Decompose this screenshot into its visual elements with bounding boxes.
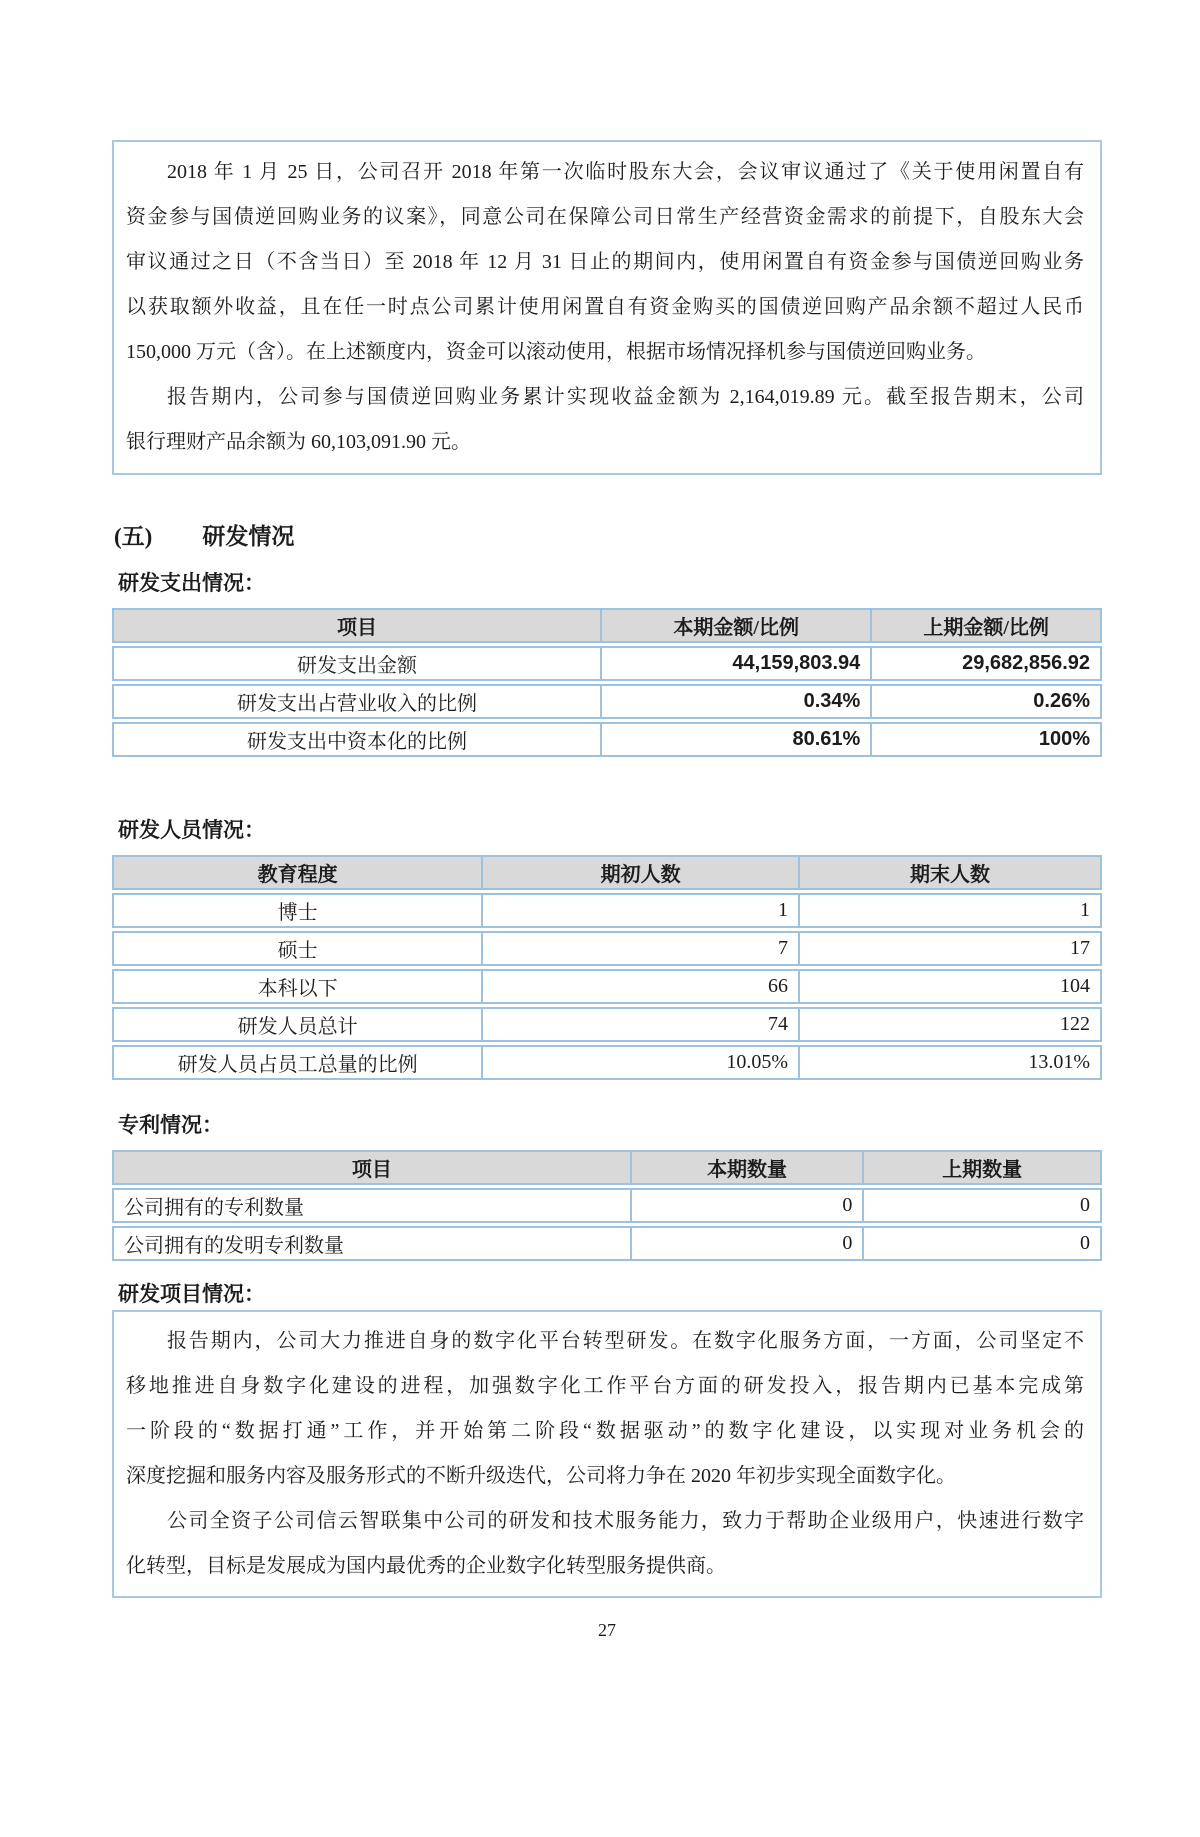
beginning-count-cell: 10.05% [483,1045,800,1080]
report-page-content [112,140,1102,1642]
table-header-row [112,855,1102,890]
treasury-repo-text-box [112,140,1102,475]
row-label-cell: 公司拥有的专利数量 [112,1188,632,1223]
row-label-cell: 研发支出金额 [112,646,602,681]
header-ending-count: 期末人数 [800,855,1102,890]
row-label-cell: 研发人员总计 [112,1007,483,1042]
row-label-cell: 公司拥有的发明专利数量 [112,1226,632,1261]
ending-count-cell: 1 [800,893,1102,928]
table-row [112,893,1102,928]
prior-count-cell: 0 [864,1188,1102,1223]
table-row [112,931,1102,966]
table-header-row [112,608,1102,643]
table-row [112,969,1102,1004]
row-label-cell: 博士 [112,893,483,928]
page-number: 27 [598,1620,616,1640]
header-beginning-count: 期初人数 [483,855,800,890]
text-line: 公司全资子公司信云智联集中公司的研发和技术服务能力，致力于帮助企业级用户，快速进行数字 [167,1510,1084,1532]
ending-count-cell: 122 [800,1007,1102,1042]
subheading-rnd-personnel: 研发人员情况： [118,818,265,842]
prior-period-cell: 0.26% [872,684,1102,719]
ending-count-cell: 104 [800,969,1102,1004]
current-count-cell: 0 [632,1188,865,1223]
text-line: 以获取额外收益，且在任一时点公司累计使用闲置自有资金购买的国债逆回购产品余额不超过人民币 [126,296,1084,318]
row-label-cell: 硕士 [112,931,483,966]
text-line: 报告期内，公司大力推进自身的数字化平台转型研发。在数字化服务方面，一方面，公司坚定不 [167,1330,1084,1352]
text-line: 报告期内，公司参与国债逆回购业务累计实现收益金额为 2,164,019.89 元。截至报告期末，公司 [167,386,1084,408]
text-line: 资金参与国债逆回购业务的议案》，同意公司在保障公司日常生产经营资金需求的前提下，自股东大会 [126,206,1084,228]
header-education: 教育程度 [112,855,483,890]
subheading-rnd-expense: 研发支出情况： [118,571,265,595]
text-line: 一阶段的“数据打通”工作，并开始第二阶段“数据驱动”的数字化建设，以实现对业务机会的 [126,1420,1084,1442]
table-row [112,1188,1102,1223]
beginning-count-cell: 74 [483,1007,800,1042]
text-line: 审议通过之日（不含当日）至 2018 年 12 月 31 日止的期间内，使用闲置自有资金参与国债逆回购业务 [126,251,1084,273]
text-line: 移地推进自身数字化建设的进程，加强数字化工作平台方面的研发投入，报告期内已基本完成第 [126,1375,1084,1397]
ending-count-cell: 17 [800,931,1102,966]
section-title: 研发情况 [202,524,295,549]
section-number: (五) [114,524,153,549]
text-line: 150,000 万元（含）。在上述额度内，资金可以滚动使用，根据市场情况择机参与国债逆回购业务。 [126,341,986,363]
prior-period-cell: 29,682,856.92 [872,646,1102,681]
row-label-cell: 研发支出中资本化的比例 [112,722,602,757]
table-row [112,1007,1102,1042]
beginning-count-cell: 66 [483,969,800,1004]
prior-count-cell: 0 [864,1226,1102,1261]
subheading-patents: 专利情况： [118,1113,223,1137]
current-period-cell: 44,159,803.94 [602,646,872,681]
text-line: 化转型，目标是发展成为国内最优秀的企业数字化转型服务提供商。 [126,1555,726,1577]
rnd-personnel-table [112,852,1102,1083]
beginning-count-cell: 1 [483,893,800,928]
table-header-row [112,1150,1102,1185]
row-label-cell: 研发支出占营业收入的比例 [112,684,602,719]
ending-count-cell: 13.01% [800,1045,1102,1080]
table-row [112,1226,1102,1261]
header-prior-count: 上期数量 [864,1150,1102,1185]
header-current-count: 本期数量 [632,1150,865,1185]
row-label-cell: 本科以下 [112,969,483,1004]
table-row [112,1045,1102,1080]
rnd-projects-text-box [112,1310,1102,1598]
subheading-rnd-projects: 研发项目情况： [118,1282,265,1306]
header-item: 项目 [112,608,602,643]
patents-table [112,1147,1102,1264]
text-line: 深度挖掘和服务内容及服务形式的不断升级迭代，公司将力争在 2020 年初步实现全面数字化。 [126,1465,956,1487]
header-item: 项目 [112,1150,632,1185]
table-row [112,646,1102,681]
beginning-count-cell: 7 [483,931,800,966]
header-current-period: 本期金额/比例 [602,608,872,643]
table-row [112,684,1102,719]
rnd-expense-table [112,605,1102,760]
text-line: 2018 年 1 月 25 日，公司召开 2018 年第一次临时股东大会，会议审议通过了《关于使用闲置自有 [167,161,1084,183]
current-count-cell: 0 [632,1226,865,1261]
text-line: 银行理财产品余额为 60,103,091.90 元。 [126,431,471,453]
table-row [112,722,1102,757]
section-heading-rnd [114,521,1102,553]
row-label-cell: 研发人员占员工总量的比例 [112,1045,483,1080]
current-period-cell: 80.61% [602,722,872,757]
prior-period-cell: 100% [872,722,1102,757]
header-prior-period: 上期金额/比例 [872,608,1102,643]
current-period-cell: 0.34% [602,684,872,719]
